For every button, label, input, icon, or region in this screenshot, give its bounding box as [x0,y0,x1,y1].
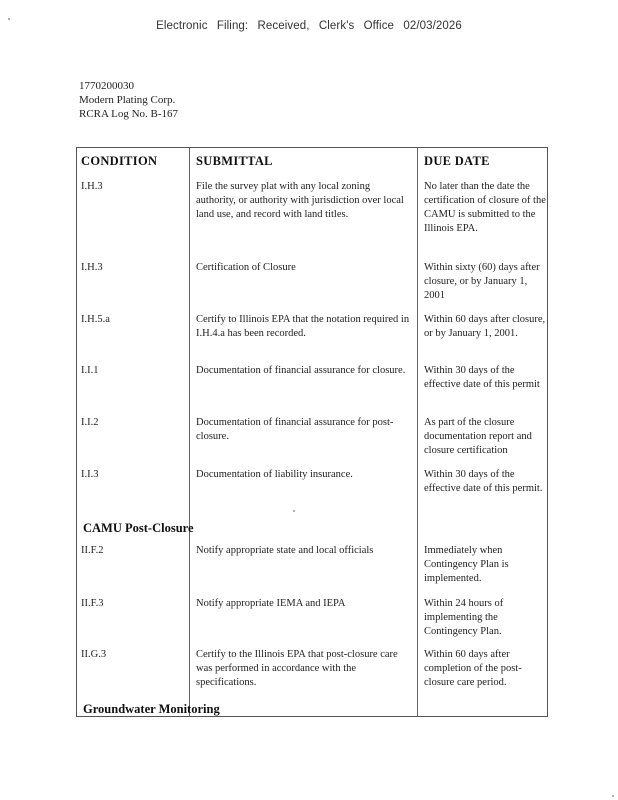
column-divider [189,148,190,716]
condition-cell: I.I.2 [81,417,99,428]
condition-cell: II.F.2 [81,545,104,556]
section-heading-camu-post-closure: CAMU Post-Closure [83,521,194,535]
log-number: RCRA Log No. B-167 [79,108,179,120]
submittal-cell: Documentation of financial assurance for closure. [196,365,406,376]
submittal-cell: Certify to Illinois EPA that the notation required in I.H.4.a has been recorded. [196,314,410,339]
due-date-cell: Within 60 days after completion of the post-closure care period. [424,649,522,688]
submittal-cell: File the survey plat with any local zoning authority, or authority with jurisdiction over local land use, and record with land titles. [196,181,404,220]
due-date-column-header: DUE DATE [424,154,490,168]
due-date-cell: Within 30 days of the effective date of this permit. [424,469,543,494]
section-heading-groundwater-monitoring: Groundwater Monitoring [83,702,220,716]
condition-cell: I.H.3 [81,262,103,273]
document-metadata [79,79,178,121]
due-date-cell: Within 24 hours of implementing the Contingency Plan. [424,598,504,637]
document-id: 1770200030 [79,80,134,92]
company-name: Modern Plating Corp. [79,94,176,106]
due-date-cell: As part of the closure documentation report and closure certification [424,417,532,456]
submittal-cell: Certify to the Illinois EPA that post-closure care was performed in accordance with the specifications. [196,649,398,688]
scan-artifact [612,795,614,797]
due-date-cell: Within sixty (60) days after closure, or by January 1, 2001 [424,262,540,301]
due-date-cell: No later than the date the certification of closure of the CAMU is submitted to the Illinois EPA. [424,181,546,234]
scan-artifact [293,510,295,512]
condition-cell: I.I.1 [81,365,99,376]
condition-cell: I.H.3 [81,181,103,192]
condition-cell: I.I.3 [81,469,99,480]
due-date-cell: Within 60 days after closure, or by January 1, 2001. [424,314,546,339]
due-date-cell: Immediately when Contingency Plan is implemented. [424,545,509,584]
condition-cell: II.G.3 [81,649,107,660]
submittal-column-header: SUBMITTAL [196,154,273,168]
condition-cell: I.H.5.a [81,314,110,325]
submittal-schedule-table [76,147,548,717]
submittal-cell: Documentation of financial assurance for post-closure. [196,417,394,442]
column-divider [417,148,418,716]
submittal-cell: Notify appropriate IEMA and IEPA [196,598,346,609]
scan-artifact [8,18,10,20]
submittal-cell: Documentation of liability insurance. [196,469,353,480]
due-date-cell: Within 30 days of the effective date of this permit [424,365,540,390]
electronic-filing-stamp: Electronic Filing: Received, Clerk's Office 02/03/2026 [156,20,462,32]
submittal-cell: Certification of Closure [196,262,296,273]
condition-column-header: CONDITION [81,154,158,168]
submittal-cell: Notify appropriate state and local officials [196,545,374,556]
condition-cell: II.F.3 [81,598,104,609]
